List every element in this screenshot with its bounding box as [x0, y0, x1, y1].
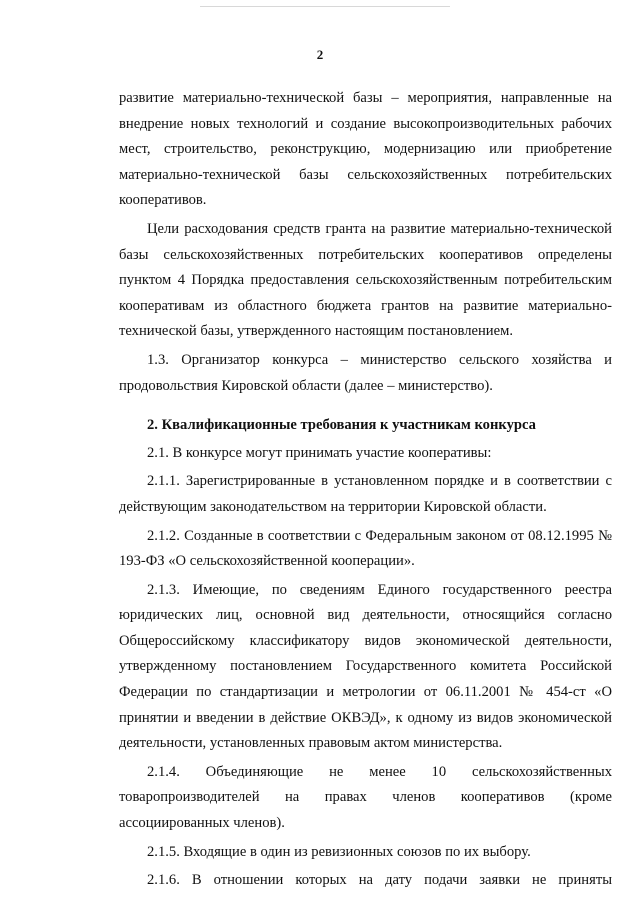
- paragraph-2-1-3: 2.1.3. Имеющие, по сведениям Единого государственного реестра юридических лиц, основной вид деятельности, относящийся согласно Общероссийскому классификатору видов экономической деятельности, утвержденному постановлением Государственного комитета Российской Федерации по стандартизации и метрологии от 06.11.2001 № 454-ст «О принятии и введении в действие ОКВЭД», к одному из видов экономической деятельности, установленных правовым актом министерства.: [119, 581, 612, 752]
- paragraph-grant-purposes: Цели расходования средств гранта на развитие материально-технической базы сельскохозяйственных потребительских кооперативов определены пунктом 4 Порядка предоставления сельскохозяйственным потребительским кооперативам из областного бюджета грантов на развитие материально-технической базы, утвержденного настоящим постановлением.: [119, 220, 612, 340]
- document-body: [119, 86, 612, 894]
- top-scan-line: [200, 6, 450, 7]
- section-heading-2: 2. Квалификационные требования к участникам конкурса: [147, 417, 536, 434]
- paragraph-1-3-organizer: 1.3. Организатор конкурса – министерство сельского хозяйства и продовольствия Кировской области (далее – министерство).: [119, 351, 612, 394]
- paragraph-2-1-5: 2.1.5. Входящие в один из ревизионных союзов по их выбору.: [147, 843, 531, 860]
- paragraph-2-1-1: 2.1.1. Зарегистрированные в установленном порядке и в соответствии с действующим законодательством на территории Кировской области.: [119, 473, 612, 515]
- paragraph-2-1-2: 2.1.2. Созданные в соответствии с Федеральным законом от 08.12.1995 № 193-ФЗ «О сельскохозяйственной кооперации».: [119, 527, 612, 570]
- paragraph-2-1-6: 2.1.6. В отношении которых на дату подачи заявки не приняты: [147, 872, 612, 889]
- page-number: 2: [316, 47, 324, 62]
- paragraph-2-1-4: 2.1.4. Объединяющие не менее 10 сельскохозяйственных товаропроизводителей на правах членов кооперативов (кроме ассоциированных членов).: [119, 763, 612, 832]
- paragraph-2-1: 2.1. В конкурсе могут принимать участие кооперативы:: [147, 444, 492, 461]
- paragraph-definition-material-base: развитие материально-технической базы – мероприятия, направленные на внедрение новых технологий и создание высокопроизводительных рабочих мест, строительство, реконструкцию, модернизацию или приобретение материально-технической базы сельскохозяйственных потребительских кооперативов.: [119, 90, 612, 209]
